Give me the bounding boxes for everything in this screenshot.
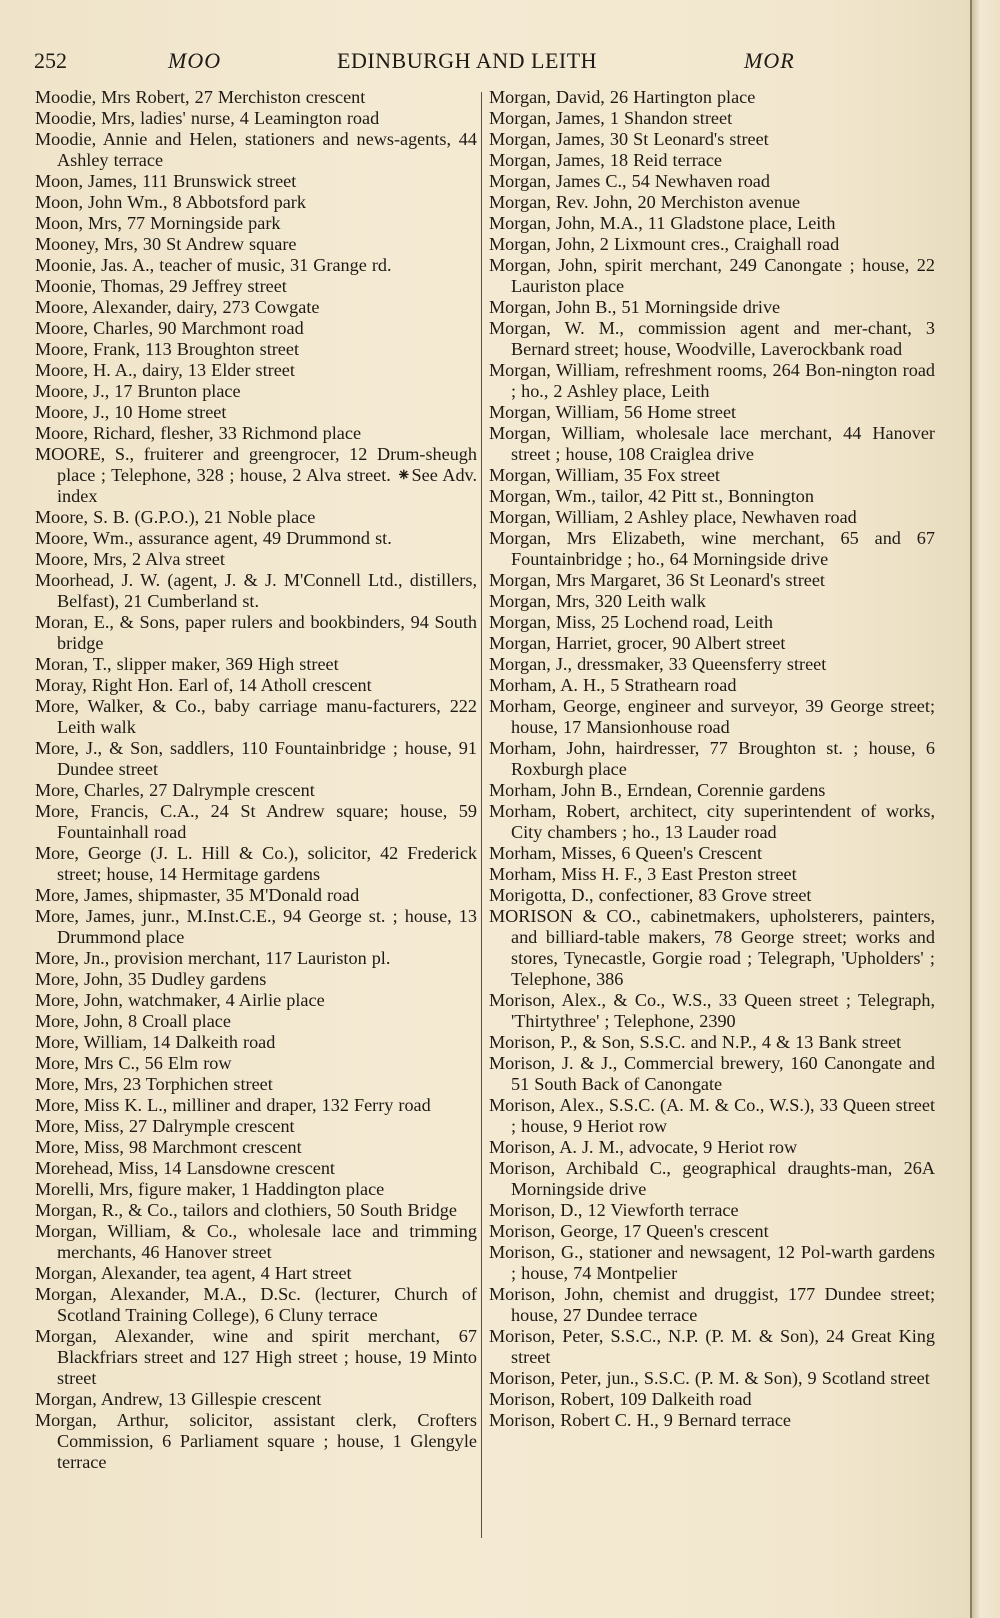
directory-entry: Moodie, Annie and Helen, stationers and news-agents, 44 Ashley terrace bbox=[35, 129, 477, 170]
book-gutter bbox=[970, 0, 1000, 1618]
directory-entry: Morham, John, hairdresser, 77 Broughton st. ; house, 6 Roxburgh place bbox=[489, 738, 935, 779]
directory-entry: Morgan, Wm., tailor, 42 Pitt st., Bonnington bbox=[489, 486, 814, 506]
directory-entry: Morgan, James C., 54 Newhaven road bbox=[489, 171, 770, 191]
directory-entry: Morehead, Miss, 14 Lansdowne crescent bbox=[35, 1158, 335, 1178]
directory-entry: More, Walker, & Co., baby carriage manu-facturers, 222 Leith walk bbox=[35, 696, 477, 737]
directory-entry: More, Miss K. L., milliner and draper, 132 Ferry road bbox=[35, 1095, 431, 1115]
directory-entry: Moore, Mrs, 2 Alva street bbox=[35, 549, 225, 569]
directory-entry: Moon, John Wm., 8 Abbotsford park bbox=[35, 192, 306, 212]
directory-entry: Morison, J. & J., Commercial brewery, 160 Canongate and 51 South Back of Canongate bbox=[489, 1053, 935, 1094]
directory-entry: Morison, G., stationer and newsagent, 12 Pol-warth gardens ; house, 74 Montpelier bbox=[489, 1242, 935, 1283]
directory-entry: More, Miss, 98 Marchmont crescent bbox=[35, 1137, 302, 1157]
directory-entry: Morgan, William, wholesale lace merchant, 44 Hanover street ; house, 108 Craiglea drive bbox=[489, 423, 935, 464]
directory-entry: Morgan, John B., 51 Morningside drive bbox=[489, 297, 781, 317]
directory-entry: Morison, Archibald C., geographical draughts-man, 26A Morningside drive bbox=[489, 1158, 935, 1199]
directory-entry: More, William, 14 Dalkeith road bbox=[35, 1032, 276, 1052]
directory-entry: More, John, 8 Croall place bbox=[35, 1011, 231, 1031]
directory-entry: Moore, Charles, 90 Marchmont road bbox=[35, 318, 304, 338]
directory-entry: Morgan, Mrs Margaret, 36 St Leonard's street bbox=[489, 570, 825, 590]
directory-entry: Morham, Robert, architect, city superintendent of works, City chambers ; ho., 13 Lauder road bbox=[489, 801, 935, 842]
directory-entry: Moore, Richard, flesher, 33 Richmond place bbox=[35, 423, 362, 443]
directory-entry: Morham, Miss H. F., 3 East Preston street bbox=[489, 864, 797, 884]
left-column bbox=[35, 87, 477, 1473]
directory-entry: Morison, D., 12 Viewforth terrace bbox=[489, 1200, 739, 1220]
directory-entry: Morgan, Rev. John, 20 Merchiston avenue bbox=[489, 192, 801, 212]
right-column bbox=[489, 87, 935, 1431]
directory-entry: Moran, T., slipper maker, 369 High street bbox=[35, 654, 339, 674]
directory-entry: Morgan, William, 35 Fox street bbox=[489, 465, 720, 485]
directory-entry: More, Miss, 27 Dalrymple crescent bbox=[35, 1116, 295, 1136]
directory-entry: Moonie, Jas. A., teacher of music, 31 Grange rd. bbox=[35, 255, 392, 275]
directory-entry: Morgan, R., & Co., tailors and clothiers, 50 South Bridge bbox=[35, 1200, 457, 1220]
directory-entry: Morgan, Alexander, M.A., D.Sc. (lecturer, Church of Scotland Training College), 6 Cluny terrace bbox=[35, 1284, 477, 1325]
directory-entry: Morham, A. H., 5 Strathearn road bbox=[489, 675, 737, 695]
directory-entry: More, George (J. L. Hill & Co.), solicitor, 42 Frederick street; house, 14 Hermitage gardens bbox=[35, 843, 477, 884]
left-guide-word: MOO bbox=[168, 48, 222, 73]
directory-entry: Morgan, William, 56 Home street bbox=[489, 402, 737, 422]
directory-entry: Morgan, J., dressmaker, 33 Queensferry street bbox=[489, 654, 827, 674]
directory-entry: More, Francis, C.A., 24 St Andrew square; house, 59 Fountainhall road bbox=[35, 801, 477, 842]
directory-entry: Moore, J., 10 Home street bbox=[35, 402, 227, 422]
directory-entry: Morgan, Harriet, grocer, 90 Albert street bbox=[489, 633, 786, 653]
column-divider bbox=[481, 92, 482, 1538]
directory-entry: Moodie, Mrs, ladies' nurse, 4 Leamington road bbox=[35, 108, 380, 128]
directory-entry: Morham, George, engineer and surveyor, 39 George street; house, 17 Mansionhouse road bbox=[489, 696, 935, 737]
directory-entry: Morgan, James, 1 Shandon street bbox=[489, 108, 733, 128]
directory-entry: Moore, H. A., dairy, 13 Elder street bbox=[35, 360, 295, 380]
directory-entry: Morigotta, D., confectioner, 83 Grove street bbox=[489, 885, 812, 905]
directory-entry: Mooney, Mrs, 30 St Andrew square bbox=[35, 234, 297, 254]
directory-entry: Morelli, Mrs, figure maker, 1 Haddington place bbox=[35, 1179, 385, 1199]
directory-entry: More, Jn., provision merchant, 117 Lauriston pl. bbox=[35, 948, 391, 968]
directory-entry: Moon, Mrs, 77 Morningside park bbox=[35, 213, 281, 233]
directory-entry: Morison, John, chemist and druggist, 177 Dundee street; house, 27 Dundee terrace bbox=[489, 1284, 935, 1325]
directory-entry: Morison, Robert, 109 Dalkeith road bbox=[489, 1389, 752, 1409]
directory-entry: Morgan, Alexander, tea agent, 4 Hart street bbox=[35, 1263, 352, 1283]
directory-entry: MORISON & CO., cabinetmakers, upholsterers, painters, and billiard-table makers, 78 George street; works and stores, Tynecastle, Gorgie road ; Telegraph, 'Upholders' ; Telephone, 386 bbox=[489, 906, 935, 989]
directory-entry: Moran, E., & Sons, paper rulers and bookbinders, 94 South bridge bbox=[35, 612, 477, 653]
directory-entry: Moore, S. B. (G.P.O.), 21 Noble place bbox=[35, 507, 316, 527]
directory-entry: Morgan, John, spirit merchant, 249 Canongate ; house, 22 Lauriston place bbox=[489, 255, 935, 296]
right-guide-word: MOR bbox=[744, 48, 795, 73]
directory-entry: Morgan, Arthur, solicitor, assistant clerk, Crofters Commission, 6 Parliament square ; house, 1 Glengyle terrace bbox=[35, 1410, 477, 1472]
page-number: 252 bbox=[34, 48, 67, 73]
directory-entry: Moon, James, 111 Brunswick street bbox=[35, 171, 297, 191]
directory-entry: Morgan, Alexander, wine and spirit merchant, 67 Blackfriars street and 127 High street ; house, 19 Minto street bbox=[35, 1326, 477, 1388]
directory-entry: Morgan, Andrew, 13 Gillespie crescent bbox=[35, 1389, 322, 1409]
directory-entry: More, Charles, 27 Dalrymple crescent bbox=[35, 780, 315, 800]
page-header bbox=[34, 46, 795, 76]
directory-entry: Morgan, John, M.A., 11 Gladstone place, Leith bbox=[489, 213, 836, 233]
directory-entry: Morgan, James, 18 Reid terrace bbox=[489, 150, 722, 170]
directory-entry: Morgan, William, 2 Ashley place, Newhaven road bbox=[489, 507, 857, 527]
directory-entry: Morgan, Mrs Elizabeth, wine merchant, 65 and 67 Fountainbridge ; ho., 64 Morningside drive bbox=[489, 528, 935, 569]
directory-entry: Morgan, James, 30 St Leonard's street bbox=[489, 129, 769, 149]
directory-entry: Morgan, David, 26 Hartington place bbox=[489, 87, 756, 107]
directory-entry: More, J., & Son, saddlers, 110 Fountainbridge ; house, 91 Dundee street bbox=[35, 738, 477, 779]
directory-entry: Morham, John B., Erndean, Corennie gardens bbox=[489, 780, 826, 800]
directory-entry: Morgan, Mrs, 320 Leith walk bbox=[489, 591, 706, 611]
directory-entry: More, Mrs, 23 Torphichen street bbox=[35, 1074, 273, 1094]
directory-entry: Morison, Robert C. H., 9 Bernard terrace bbox=[489, 1410, 792, 1430]
directory-entry: Moorhead, J. W. (agent, J. & J. M'Connell Ltd., distillers, Belfast), 21 Cumberland st. bbox=[35, 570, 477, 611]
directory-entry: Morison, Alex., & Co., W.S., 33 Queen street ; Telegraph, 'Thirtythree' ; Telephone, 2390 bbox=[489, 990, 935, 1031]
directory-entry: Morgan, John, 2 Lixmount cres., Craighall road bbox=[489, 234, 840, 254]
directory-entry: Moore, J., 17 Brunton place bbox=[35, 381, 241, 401]
directory-entry: Morison, Alex., S.S.C. (A. M. & Co., W.S.), 33 Queen street ; house, 9 Heriot row bbox=[489, 1095, 935, 1136]
directory-entry: Moore, Alexander, dairy, 273 Cowgate bbox=[35, 297, 320, 317]
directory-entry: Morgan, William, & Co., wholesale lace and trimming merchants, 46 Hanover street bbox=[35, 1221, 477, 1262]
directory-entry: Morison, A. J. M., advocate, 9 Heriot row bbox=[489, 1137, 798, 1157]
directory-entry: Moray, Right Hon. Earl of, 14 Atholl crescent bbox=[35, 675, 372, 695]
directory-entry: Morham, Misses, 6 Queen's Crescent bbox=[489, 843, 762, 863]
directory-entry: Moonie, Thomas, 29 Jeffrey street bbox=[35, 276, 287, 296]
directory-entry: Morison, P., & Son, S.S.C. and N.P., 4 & 13 Bank street bbox=[489, 1032, 902, 1052]
directory-entry: Morison, Peter, jun., S.S.C. (P. M. & Son), 9 Scotland street bbox=[489, 1368, 930, 1388]
directory-entry: Morgan, Miss, 25 Lochend road, Leith bbox=[489, 612, 774, 632]
running-title: EDINBURGH AND LEITH bbox=[337, 48, 598, 73]
directory-entry: MOORE, S., fruiterer and greengrocer, 12 Drum-sheugh place ; Telephone, 328 ; house, 2 Alva street. ⁕See Adv. index bbox=[35, 444, 477, 506]
directory-entry: Morgan, William, refreshment rooms, 264 Bon-nington road ; ho., 2 Ashley place, Leith bbox=[489, 360, 935, 401]
directory-entry: Moore, Wm., assurance agent, 49 Drummond st. bbox=[35, 528, 392, 548]
directory-entry: Morison, Peter, S.S.C., N.P. (P. M. & Son), 24 Great King street bbox=[489, 1326, 935, 1367]
directory-entry: More, John, watchmaker, 4 Airlie place bbox=[35, 990, 325, 1010]
directory-entry: Moodie, Mrs Robert, 27 Merchiston crescent bbox=[35, 87, 366, 107]
directory-entry: Morgan, W. M., commission agent and mer-chant, 3 Bernard street; house, Woodville, Laverockbank road bbox=[489, 318, 935, 359]
directory-entry: More, Mrs C., 56 Elm row bbox=[35, 1053, 232, 1073]
directory-entry: Morison, George, 17 Queen's crescent bbox=[489, 1221, 769, 1241]
directory-entry: More, James, junr., M.Inst.C.E., 94 George st. ; house, 13 Drummond place bbox=[35, 906, 477, 947]
directory-entry: More, John, 35 Dudley gardens bbox=[35, 969, 267, 989]
directory-entry: Moore, Frank, 113 Broughton street bbox=[35, 339, 299, 359]
directory-entry: More, James, shipmaster, 35 M'Donald road bbox=[35, 885, 360, 905]
